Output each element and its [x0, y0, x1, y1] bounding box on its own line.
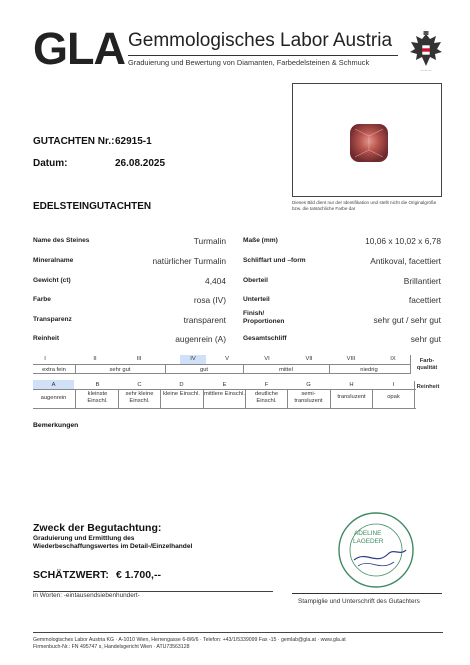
- report-date: 26.08.2025: [115, 158, 166, 169]
- clarity-header: Reinheit: [416, 384, 440, 390]
- gemstone-image: [293, 84, 443, 198]
- gla-logo: GLA: [33, 23, 125, 74]
- clarity-desc-d: kleine Einschl.: [162, 391, 201, 397]
- clarity-letter-a: A: [51, 382, 56, 388]
- purpose-title: Zweck der Begutachtung:: [33, 522, 162, 534]
- footer-divider: [33, 632, 443, 633]
- row-label-overall-cut: Gesamtschliff: [243, 335, 287, 342]
- svg-text:— — —: — — —: [420, 68, 432, 72]
- grid-line: [372, 390, 373, 408]
- clarity-desc-b: kleinste Einschl.: [87, 391, 108, 404]
- color-grade-1: I: [44, 356, 46, 362]
- grid-line: [33, 389, 416, 390]
- row-label-cut: Schliffart und –form: [243, 257, 306, 264]
- grid-line: [160, 390, 161, 408]
- clarity-desc-i: opak: [387, 394, 400, 400]
- color-grade-8: VIII: [346, 356, 356, 362]
- color-grade-9: IX: [390, 356, 396, 362]
- clarity-letter-f: F: [264, 382, 269, 388]
- report-number-label: GUTACHTEN Nr.:: [33, 136, 115, 147]
- row-label-color: Farbe: [33, 296, 51, 303]
- purpose-line-1: Graduierung und Ermittlung des: [33, 535, 135, 542]
- row-label-pavilion: Unterteil: [243, 296, 270, 303]
- clarity-desc-e: mittlere Einschl.: [204, 391, 245, 397]
- quality-extra-fein: extra fein: [42, 367, 66, 373]
- quality-gut: gut: [199, 367, 209, 373]
- valuation-in-words: in Worten: -eintausendsiebenhundert-: [33, 592, 140, 599]
- report-number: 62915-1: [115, 136, 152, 147]
- grid-line: [165, 365, 166, 373]
- row-value-weight: 4,404: [205, 276, 226, 286]
- remarks-label: Bemerkungen: [33, 422, 79, 429]
- grid-line: [75, 365, 76, 373]
- header-divider: [128, 55, 398, 56]
- row-value-transparency: transparent: [183, 315, 226, 325]
- grade-scale-table: [33, 355, 438, 408]
- row-value-overall-cut: sehr gut: [410, 334, 441, 344]
- clarity-letter-g: G: [306, 382, 311, 388]
- row-value-clarity: augenrein (A): [175, 334, 226, 344]
- row-value-name: Turmalin: [193, 236, 226, 246]
- stamp-name-2: LAGEDER: [353, 538, 384, 545]
- grid-line: [75, 390, 76, 408]
- row-value-crown: Brillantiert: [403, 276, 441, 286]
- gutachter-stamp-icon: [336, 510, 416, 590]
- section-title: EDELSTEINGUTACHTEN: [33, 201, 152, 212]
- row-value-pavilion: facettiert: [408, 295, 441, 305]
- grid-line: [329, 365, 330, 373]
- row-value-dimensions: 10,06 x 10,02 x 6,78: [365, 236, 441, 246]
- purpose-line-2: Wiederbeschaffungswertes im Detail-/Einzelhandel: [33, 543, 193, 550]
- grid-line: [33, 373, 410, 374]
- clarity-letter-b: B: [95, 382, 100, 388]
- signature-caption: Stampiglie und Unterschrift des Gutachters: [298, 598, 420, 605]
- clarity-desc-f: deutliche Einschl.: [254, 391, 279, 404]
- grid-line: [118, 390, 119, 408]
- grid-line: [410, 355, 411, 374]
- row-label-transparency: Transparenz: [33, 316, 72, 323]
- report-date-label: Datum:: [33, 158, 68, 169]
- row-label-mineral: Mineralname: [33, 257, 74, 264]
- valuation-amount: € 1.700,--: [116, 569, 161, 581]
- grid-line: [245, 390, 246, 408]
- color-grade-6: VI: [264, 356, 270, 362]
- color-grade-2: II: [93, 356, 97, 362]
- clarity-desc-a: augenrein: [40, 395, 67, 401]
- row-label-crown: Oberteil: [243, 277, 268, 284]
- row-label-finish: Finish/ Proportionen: [243, 310, 285, 325]
- clarity-desc-g: semi-transluzent: [294, 391, 323, 404]
- quality-niedrig: niedrig: [360, 367, 378, 373]
- row-value-cut: Antikoval, facettiert: [370, 256, 441, 266]
- lab-name: Gemmologisches Labor Austria: [128, 30, 393, 51]
- row-label-dimensions: Maße (mm): [243, 237, 278, 244]
- quality-sehr-gut: sehr gut: [109, 367, 131, 373]
- color-grade-7: VII: [305, 356, 313, 362]
- grid-line: [414, 381, 415, 408]
- footer-registry: Firmenbuch-Nr.: FN 495747 s, Handelsgericht Wien · ATU73563128: [33, 644, 190, 650]
- quality-mittel: mittel: [279, 367, 293, 373]
- color-grade-5: V: [225, 356, 229, 362]
- valuation-label: SCHÄTZWERT:: [33, 569, 109, 581]
- stamp-name-1: ADELINE: [354, 530, 382, 537]
- row-value-color: rosa (IV): [193, 295, 226, 305]
- row-label-name: Name des Steines: [33, 237, 90, 244]
- footer-address: Gemmologisches Labor Austria KG · A-1010 Wien, Herrengasse 6-8/6/6 · Telefon: +43/1/5339099 Fax -15 · gemlab@gla.at · www.gla.at: [33, 637, 346, 643]
- clarity-letter-d: D: [179, 382, 184, 388]
- clarity-desc-c: sehr kleine Einschl.: [125, 391, 154, 404]
- row-label-clarity: Reinheit: [33, 335, 60, 342]
- grid-line: [33, 408, 416, 409]
- grid-line: [203, 390, 204, 408]
- row-label-weight: Gewicht (ct): [33, 277, 71, 284]
- signature-line: [292, 593, 442, 594]
- grid-line: [287, 390, 288, 408]
- row-value-finish: sehr gut / sehr gut: [373, 315, 441, 325]
- clarity-letter-e: E: [222, 382, 227, 388]
- row-value-mineral: natürlicher Turmalin: [152, 256, 226, 266]
- clarity-desc-h: transluzent: [337, 394, 366, 400]
- clarity-letter-h: H: [349, 382, 354, 388]
- clarity-letter-c: C: [137, 382, 142, 388]
- grid-line: [33, 364, 410, 365]
- color-grade-4: IV: [190, 356, 196, 362]
- grid-line: [243, 365, 244, 373]
- austrian-eagle-icon: [408, 30, 444, 72]
- clarity-letter-i: I: [392, 382, 395, 388]
- gemstone-photo-frame: [292, 83, 442, 197]
- color-quality-header: Farb-qualität: [416, 358, 438, 371]
- lab-subtitle: Graduierung und Bewertung von Diamanten, Farbedelsteinen & Schmuck: [128, 58, 370, 67]
- grid-line: [330, 390, 331, 408]
- photo-caption: Dieses Bild dient nur der Identifikation und stellt nicht die Originalgröße bzw. die tatsächliche Farbe dar: [292, 200, 437, 211]
- color-grade-3: III: [136, 356, 142, 362]
